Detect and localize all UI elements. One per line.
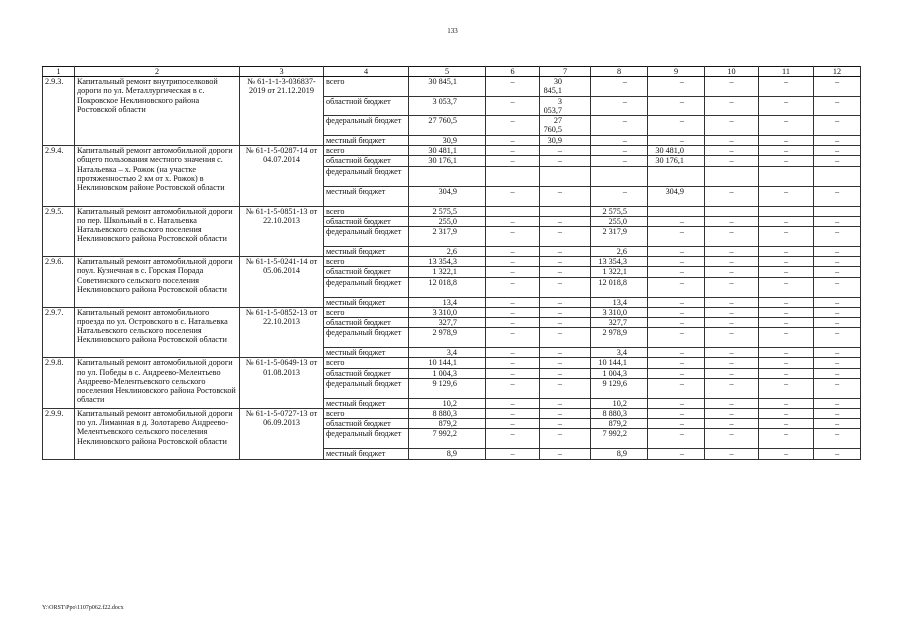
amount-cell: – [540,277,591,297]
column-number: 1 [43,67,75,77]
amount-cell: – [486,77,540,96]
amount-cell: – [759,146,814,156]
item-document: № 61-1-5-0852-13 от 22.10.2013 [240,307,324,358]
amount-cell: – [705,378,759,398]
amount-cell: – [591,77,648,96]
table-row [43,206,861,216]
amount-cell: – [648,449,705,459]
amount-cell: – [759,116,814,136]
item-number: 2.9.4. [43,146,75,206]
amount-cell: – [759,348,814,358]
amount-cell: – [648,378,705,398]
amount-cell [540,206,591,216]
table-row [43,409,861,419]
amount-cell: – [705,429,759,449]
funding-source: областной бюджет [324,419,409,429]
amount-cell: 8 880,3 [409,409,486,419]
amount-cell: – [759,216,814,226]
amount-cell: 12 018,8 [591,277,648,297]
amount-cell: 3 310,0 [591,307,648,317]
item-document: № 61-1-5-0287-14 от 04.07.2014 [240,146,324,206]
funding-source: всего [324,77,409,96]
amount-cell: – [759,368,814,378]
amount-cell: – [814,77,861,96]
amount-cell: 3 053,7 [409,96,486,115]
amount-cell: 13 354,3 [409,257,486,267]
amount-cell: 1 004,3 [409,368,486,378]
amount-cell [591,166,648,186]
amount-cell: – [486,136,540,146]
item-number: 2.9.3. [43,77,75,146]
file-path-footer: Y:\ORST\Ppo\1107p062.f22.docx [42,605,124,611]
amount-cell: – [814,257,861,267]
amount-cell: – [540,419,591,429]
amount-cell: 3,4 [409,348,486,358]
amount-cell: – [759,227,814,247]
item-document: № 61-1-5-0649-13 от 01.08.2013 [240,358,324,409]
column-number: 5 [409,67,486,77]
item-number: 2.9.5. [43,206,75,257]
amount-cell: – [540,429,591,449]
item-name: Капитальный ремонт автомобильной дороги по пер. Школьный в с. Натальевка Натальевского сельского поселения Неклиновского района Ростовской области [75,206,240,257]
amount-cell: – [705,216,759,226]
amount-cell: – [814,216,861,226]
amount-cell: 13,4 [591,297,648,307]
amount-cell: – [540,297,591,307]
amount-cell: 10 144,1 [409,358,486,368]
column-number: 11 [759,67,814,77]
amount-cell [648,206,705,216]
item-document: № 61-1-5-0851-13 от 22.10.2013 [240,206,324,257]
amount-cell: 12 018,8 [409,277,486,297]
amount-cell: 2 575,5 [409,206,486,216]
amount-cell: 30,9 [540,136,591,146]
amount-cell: – [540,368,591,378]
amount-cell: – [814,247,861,257]
amount-cell: – [759,419,814,429]
amount-cell: – [648,398,705,408]
amount-cell: – [648,77,705,96]
amount-cell: – [648,267,705,277]
amount-cell: – [814,358,861,368]
amount-cell: – [486,297,540,307]
amount-cell: 30 176,1 [648,156,705,166]
amount-cell: 8 880,3 [591,409,648,419]
amount-cell: – [540,247,591,257]
amount-cell: 30 176,1 [409,156,486,166]
funding-source: федеральный бюджет [324,378,409,398]
amount-cell: – [648,307,705,317]
amount-cell: – [814,267,861,277]
amount-cell: – [648,348,705,358]
funding-table [42,66,861,460]
amount-cell: 3 053,7 [540,96,591,115]
amount-cell: – [540,186,591,206]
amount-cell: – [486,257,540,267]
amount-cell: 30 481,0 [648,146,705,156]
amount-cell: – [705,247,759,257]
amount-cell: – [648,409,705,419]
amount-cell: – [486,419,540,429]
amount-cell: – [759,267,814,277]
amount-cell: – [759,297,814,307]
amount-cell: – [540,318,591,328]
amount-cell: 304,9 [409,186,486,206]
amount-cell: 327,7 [409,318,486,328]
funding-source: федеральный бюджет [324,328,409,348]
funding-source: местный бюджет [324,449,409,459]
item-name: Капитальный ремонт автомобильной дороги общего пользования местного значения с. Натальевка – х. Рожок (на участке протяженностью 2 км от х. Рожок) в Неклиновском районе Ростовской области [75,146,240,206]
amount-cell [648,166,705,186]
amount-cell: – [486,328,540,348]
amount-cell: – [540,378,591,398]
amount-cell: – [486,186,540,206]
amount-cell: – [759,257,814,267]
amount-cell: – [540,409,591,419]
amount-cell: – [486,227,540,247]
column-number: 2 [75,67,240,77]
amount-cell: – [705,257,759,267]
amount-cell: – [705,409,759,419]
amount-cell: 13 354,3 [591,257,648,267]
amount-cell: – [648,358,705,368]
funding-source: местный бюджет [324,297,409,307]
amount-cell: – [648,297,705,307]
funding-source: федеральный бюджет [324,116,409,136]
amount-cell: – [759,378,814,398]
amount-cell: – [648,328,705,348]
amount-cell: – [759,96,814,115]
column-number: 10 [705,67,759,77]
amount-cell: – [705,186,759,206]
amount-cell: 327,7 [591,318,648,328]
amount-cell: 8,9 [591,449,648,459]
amount-cell: – [486,449,540,459]
funding-source: федеральный бюджет [324,166,409,186]
amount-cell: 2 317,9 [591,227,648,247]
amount-cell: – [759,247,814,257]
amount-cell: – [705,136,759,146]
amount-cell: 2 978,9 [409,328,486,348]
amount-cell: – [814,116,861,136]
amount-cell [759,166,814,186]
table-row [43,146,861,156]
amount-cell: – [648,419,705,429]
funding-source: федеральный бюджет [324,227,409,247]
amount-cell: – [705,449,759,459]
table-row [43,257,861,267]
amount-cell: – [486,247,540,257]
amount-cell: – [486,267,540,277]
funding-source: областной бюджет [324,368,409,378]
funding-source: областной бюджет [324,96,409,115]
funding-source: областной бюджет [324,318,409,328]
funding-source: областной бюджет [324,156,409,166]
amount-cell: – [705,419,759,429]
funding-source: всего [324,146,409,156]
amount-cell: 30,9 [409,136,486,146]
amount-cell: – [705,328,759,348]
amount-cell: 2,6 [409,247,486,257]
amount-cell: – [591,96,648,115]
amount-cell: – [814,96,861,115]
amount-cell: – [759,398,814,408]
amount-cell: – [486,378,540,398]
amount-cell: – [759,318,814,328]
column-number: 12 [814,67,861,77]
amount-cell: 1 004,3 [591,368,648,378]
amount-cell: – [486,146,540,156]
amount-cell: – [486,409,540,419]
amount-cell: – [814,146,861,156]
amount-cell: – [705,146,759,156]
amount-cell: 2 317,9 [409,227,486,247]
amount-cell: – [648,257,705,267]
amount-cell: 304,9 [648,186,705,206]
amount-cell: – [591,136,648,146]
amount-cell: – [648,277,705,297]
amount-cell: – [486,348,540,358]
table-row [43,307,861,317]
amount-cell: – [705,318,759,328]
amount-cell: – [759,277,814,297]
amount-cell: – [705,156,759,166]
amount-cell: – [486,358,540,368]
amount-cell: – [486,116,540,136]
table-row [43,358,861,368]
amount-cell: – [648,429,705,449]
column-number: 4 [324,67,409,77]
amount-cell: – [486,156,540,166]
amount-cell: 2,6 [591,247,648,257]
amount-cell: – [759,156,814,166]
amount-cell: – [486,398,540,408]
amount-cell [409,166,486,186]
amount-cell: 255,0 [409,216,486,226]
amount-cell: – [705,358,759,368]
table-row [43,77,861,96]
amount-cell: – [759,429,814,449]
amount-cell: – [540,358,591,368]
amount-cell: 7 992,2 [409,429,486,449]
amount-cell: – [759,77,814,96]
item-name: Капитальный ремонт внутрипоселковой дороги по ул. Металлургическая в с. Покровское Неклиновского района Ростовской области [75,77,240,146]
funding-source: всего [324,257,409,267]
amount-cell: – [814,277,861,297]
amount-cell [540,166,591,186]
amount-cell: 9 129,6 [409,378,486,398]
item-name: Капитальный ремонт автомобильной дороги по ул. Лиманная в д. Золотарево Андреево-Мелентьевского сельского поселения Неклиновского района Ростовской области [75,409,240,460]
amount-cell [705,166,759,186]
amount-cell: – [540,328,591,348]
amount-cell: – [814,419,861,429]
amount-cell: 2 575,5 [591,206,648,216]
amount-cell [814,206,861,216]
item-name: Капитальный ремонт автомобильной дороги по ул. Победы в с. Андреево-Мелентьево Андреево-Мелентьевского сельского поселения Неклиновского района Ростовской области [75,358,240,409]
column-number: 7 [540,67,591,77]
amount-cell: – [591,146,648,156]
item-name: Капитальный ремонт автомобильной дороги поул. Кузнечная в с. Горская Порада Советинского сельского поселения Неклиновского района Ростовской области [75,257,240,308]
amount-cell: – [814,368,861,378]
amount-cell: – [759,409,814,419]
amount-cell: – [486,96,540,115]
funding-source: всего [324,358,409,368]
amount-cell: 10,2 [591,398,648,408]
amount-cell: – [648,318,705,328]
amount-cell: – [540,307,591,317]
amount-cell: – [814,449,861,459]
item-document: № 61-1-1-3-036837-2019 от 21.12.2019 [240,77,324,146]
amount-cell: 27 760,5 [409,116,486,136]
amount-cell: 1 322,1 [409,267,486,277]
amount-cell: 27 760,5 [540,116,591,136]
amount-cell: – [648,368,705,378]
item-number: 2.9.6. [43,257,75,308]
amount-cell: – [814,328,861,348]
amount-cell: – [486,216,540,226]
funding-source: местный бюджет [324,247,409,257]
page-number: 133 [447,27,458,35]
amount-cell: – [705,116,759,136]
amount-cell: – [486,429,540,449]
amount-cell: – [814,409,861,419]
amount-cell: 10,2 [409,398,486,408]
amount-cell: 8,9 [409,449,486,459]
amount-cell: – [540,216,591,226]
funding-source: местный бюджет [324,398,409,408]
column-number: 3 [240,67,324,77]
amount-cell: – [759,328,814,348]
amount-cell: – [591,186,648,206]
amount-cell: – [705,307,759,317]
amount-cell: – [540,146,591,156]
funding-source: местный бюджет [324,348,409,358]
amount-cell: – [540,267,591,277]
amount-cell: 30 845,1 [409,77,486,96]
amount-cell: – [540,348,591,358]
amount-cell: – [759,358,814,368]
amount-cell: 3 310,0 [409,307,486,317]
column-number: 9 [648,67,705,77]
amount-cell [486,206,540,216]
amount-cell [486,166,540,186]
amount-cell: 10 144,1 [591,358,648,368]
amount-cell: – [814,297,861,307]
item-document: № 61-1-5-0727-13 от 06.09.2013 [240,409,324,460]
column-number: 8 [591,67,648,77]
funding-source: всего [324,409,409,419]
amount-cell: 3,4 [591,348,648,358]
amount-cell: – [814,136,861,146]
item-name: Капитальный ремонт автомобильного проезда по ул. Островского в с. Натальевка Натальевского сельского поселения Неклиновского района Ростовской области [75,307,240,358]
amount-cell: – [759,307,814,317]
funding-source: местный бюджет [324,186,409,206]
amount-cell: 30 481,1 [409,146,486,156]
item-number: 2.9.7. [43,307,75,358]
amount-cell: 1 322,1 [591,267,648,277]
amount-cell: – [540,257,591,267]
amount-cell: – [814,318,861,328]
amount-cell: – [814,307,861,317]
amount-cell: – [705,398,759,408]
amount-cell: – [648,247,705,257]
amount-cell: 2 978,9 [591,328,648,348]
funding-source: областной бюджет [324,267,409,277]
amount-cell: – [540,227,591,247]
funding-source: всего [324,307,409,317]
amount-cell: 879,2 [591,419,648,429]
funding-source: областной бюджет [324,216,409,226]
amount-cell [814,166,861,186]
funding-source: всего [324,206,409,216]
amount-cell: – [705,267,759,277]
amount-cell: – [540,156,591,166]
amount-cell: 13,4 [409,297,486,307]
amount-cell: – [759,136,814,146]
amount-cell: 879,2 [409,419,486,429]
amount-cell: 30 845,1 [540,77,591,96]
amount-cell: – [705,227,759,247]
amount-cell: – [759,186,814,206]
amount-cell: – [814,398,861,408]
amount-cell: 255,0 [591,216,648,226]
item-number: 2.9.9. [43,409,75,460]
item-number: 2.9.8. [43,358,75,409]
amount-cell [759,206,814,216]
amount-cell: – [814,348,861,358]
amount-cell [705,206,759,216]
amount-cell: – [814,227,861,247]
amount-cell: – [486,318,540,328]
column-number-row [43,67,861,77]
amount-cell: – [648,216,705,226]
amount-cell: – [705,277,759,297]
amount-cell: – [814,378,861,398]
amount-cell: – [591,116,648,136]
amount-cell: – [705,77,759,96]
amount-cell: – [705,96,759,115]
amount-cell: – [814,156,861,166]
amount-cell: – [705,368,759,378]
amount-cell: – [591,156,648,166]
column-number: 6 [486,67,540,77]
item-document: № 61-1-5-0241-14 от 05.06.2014 [240,257,324,308]
amount-cell: – [814,429,861,449]
amount-cell: – [486,277,540,297]
amount-cell: – [648,227,705,247]
funding-source: федеральный бюджет [324,429,409,449]
amount-cell: – [486,307,540,317]
amount-cell: – [648,116,705,136]
amount-cell: – [540,449,591,459]
funding-source: федеральный бюджет [324,277,409,297]
amount-cell: – [540,398,591,408]
amount-cell: – [814,186,861,206]
funding-source: местный бюджет [324,136,409,146]
amount-cell: – [648,136,705,146]
amount-cell: – [705,297,759,307]
amount-cell: – [759,449,814,459]
amount-cell: 9 129,6 [591,378,648,398]
amount-cell: – [486,368,540,378]
amount-cell: 7 992,2 [591,429,648,449]
amount-cell: – [705,348,759,358]
amount-cell: – [648,96,705,115]
